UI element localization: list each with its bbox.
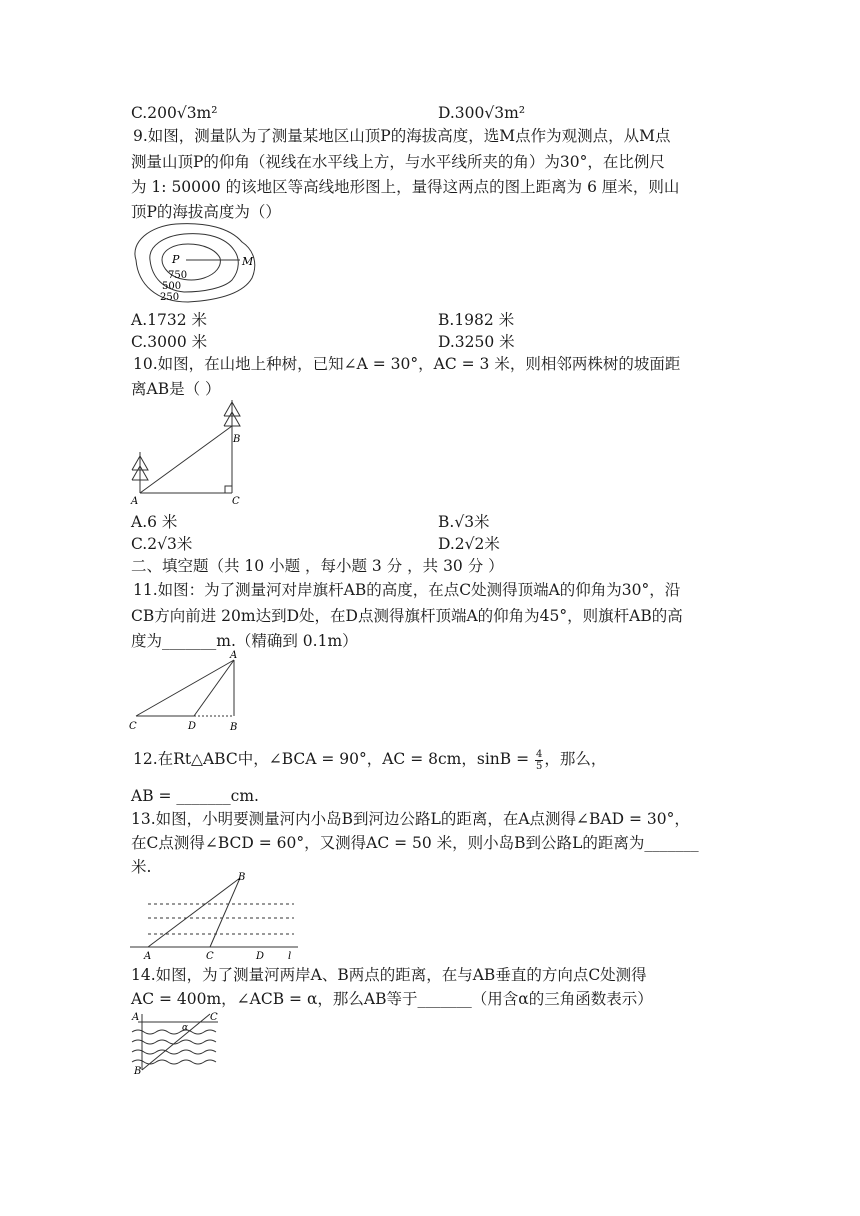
label-a: A: [230, 650, 238, 661]
q12-text-before: 12.在Rt△ABC中，∠BCA = 90°，AC = 8cm，sinB =: [133, 750, 534, 768]
line-ca: [136, 660, 234, 716]
wave-4: [132, 1060, 216, 1064]
tree-at-a-icon: [132, 452, 148, 493]
label-c: C: [129, 721, 137, 732]
tree-at-b-icon: [224, 400, 240, 426]
q13-line-3: 米.: [131, 858, 152, 876]
label-b: B: [134, 1066, 142, 1077]
wave-1: [132, 1030, 216, 1034]
label-d: D: [188, 721, 197, 732]
q9-option-a: A.1732 米: [131, 311, 207, 329]
q9-option-b: B.1982 米: [438, 311, 515, 329]
q9-line-3: 为 1: 50000 的该地区等高线地形图上，量得这两点的图上距离为 6 厘米，则山: [131, 178, 680, 196]
section-2-heading: 二、填空题（共 10 小题 ，每小题 3 分 ，共 30 分 ）: [131, 557, 504, 575]
label-alpha: α: [182, 1023, 189, 1033]
q11-line-1: 11.如图：为了测量河对岸旗杆AB的高度，在点C处测得顶端A的仰角为30°，沿: [133, 581, 681, 599]
label-d: D: [256, 951, 265, 962]
label-250: 250: [160, 292, 180, 303]
q9-option-d: D.3250 米: [438, 333, 515, 351]
label-l: l: [288, 951, 292, 962]
q9-line-1: 9.如图，测量队为了测量某地区山顶P的海拔高度，选M点作为观测点，从M点: [133, 127, 671, 145]
q12-line-2: AB = _______cm.: [131, 787, 259, 805]
label-a: A: [144, 951, 152, 962]
label-b: B: [230, 722, 238, 733]
label-b: B: [233, 434, 241, 445]
q10-option-b: B.√3米: [438, 513, 490, 531]
label-c: C: [206, 951, 214, 962]
q9-line-2: 测量山顶P的仰角（视线在水平线上方，与水平线所夹的角）为30°，在比例尺: [131, 153, 665, 171]
label-a: A: [132, 1012, 140, 1023]
contour-250: [135, 224, 255, 302]
label-m: M: [242, 255, 254, 268]
q10-option-c: C.2√3米: [131, 535, 193, 553]
q14-line-1: 14.如图，为了测量河两岸A、B两点的距离，在与AB垂直的方向点C处测得: [131, 966, 647, 984]
label-c: C: [210, 1012, 218, 1023]
q10-slope-trees-figure: [128, 400, 248, 508]
label-b: B: [238, 872, 246, 883]
line-ab: [148, 878, 240, 947]
q11-line-3: 度为_______m.（精确到 0.1m）: [131, 632, 358, 650]
q12-line-1: [133, 748, 606, 772]
q12-fraction-numerator: 4: [536, 748, 543, 760]
q8-option-d: D.300√3m²: [438, 104, 526, 122]
q10-line-1: 10.如图，在山地上种树，已知∠A = 30°，AC = 3 米，则相邻两株树的坡面距: [133, 355, 681, 373]
q11-line-2: CB方向前进 20m达到D处，在D点测得旗杆顶端A的仰角为45°，则旗杆AB的高: [131, 607, 683, 625]
label-750: 750: [168, 270, 188, 281]
line-da: [194, 660, 234, 716]
wave-3: [132, 1050, 216, 1054]
label-c: C: [232, 496, 240, 507]
side-ab: [140, 426, 232, 493]
q9-contour-map-figure: [128, 220, 268, 306]
q9-line-4: 顶P的海拔高度为（）: [131, 203, 281, 221]
q14-river-width-figure: [126, 1008, 226, 1078]
label-500: 500: [162, 281, 182, 292]
label-p: P: [172, 253, 180, 266]
q12-fraction-denominator: 5: [536, 760, 543, 772]
q10-line-2: 离AB是（ ）: [131, 380, 221, 398]
q10-option-d: D.2√2米: [438, 535, 500, 553]
q13-river-island-figure: [126, 870, 304, 962]
q9-option-c: C.3000 米: [131, 333, 208, 351]
right-angle-mark: [225, 486, 232, 493]
q13-line-2: 在C点测得∠BCD = 60°，又测得AC = 50 米，则小岛B到公路L的距离为_______: [131, 834, 699, 852]
label-a: A: [131, 496, 139, 507]
q8-option-c: C.200√3m²: [131, 104, 218, 122]
q14-line-2: AC = 400m，∠ACB = α，那么AB等于_______（用含α的三角函数表示）: [131, 990, 653, 1008]
line-cb: [210, 878, 240, 947]
q12-fraction: [535, 749, 543, 772]
q11-flagpole-figure: [126, 650, 246, 734]
q13-line-1: 13.如图，小明要测量河内小岛B到河边公路L的距离，在A点测得∠BAD = 30°，: [131, 810, 690, 828]
q10-option-a: A.6 米: [131, 513, 178, 531]
q12-text-after: ，那么，: [544, 750, 607, 768]
